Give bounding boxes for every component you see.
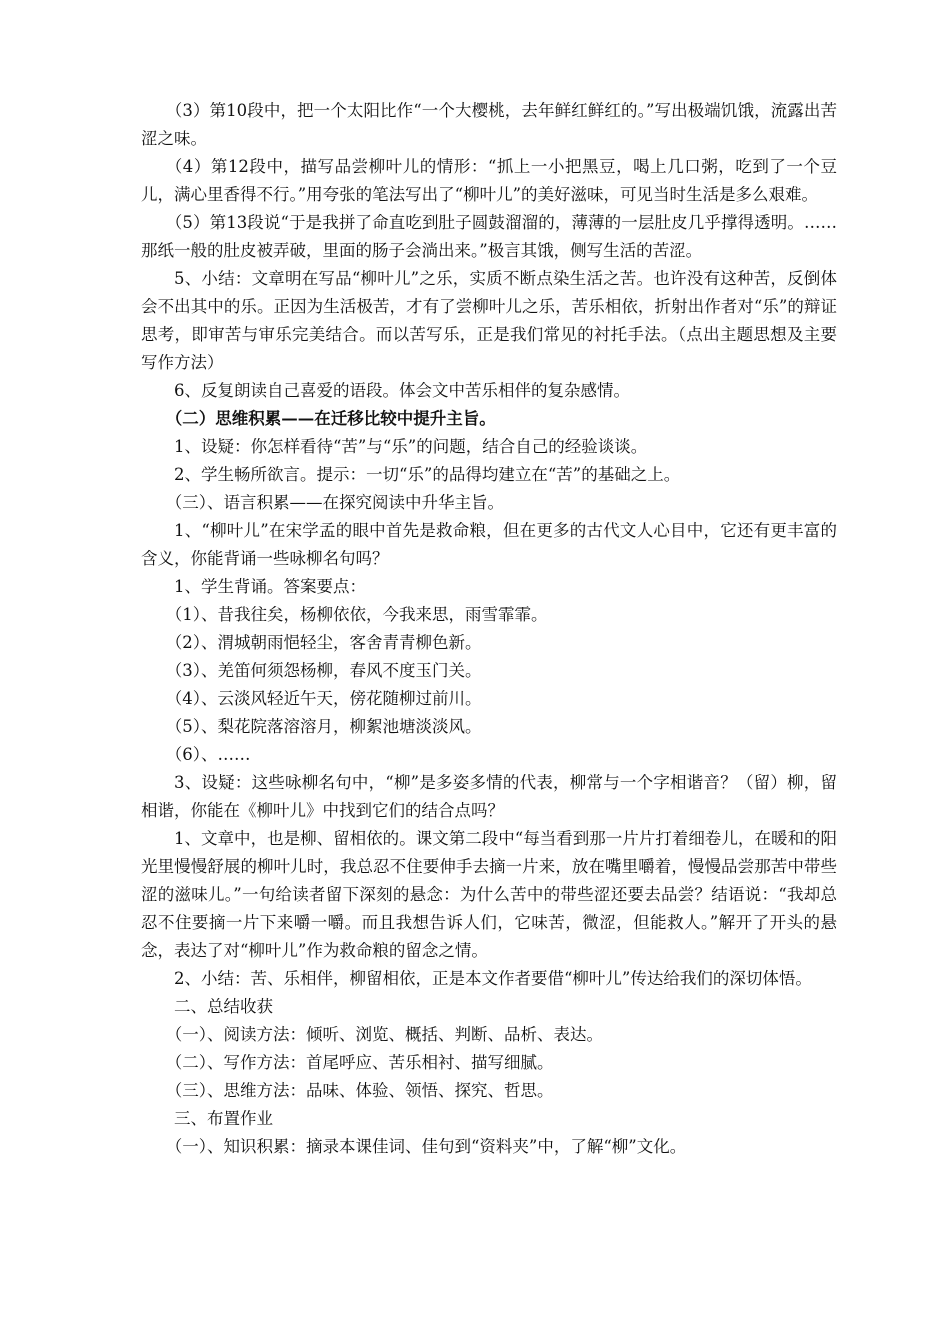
- paragraph-summary-5: 5、小结：文章明在写品“柳叶儿”之乐，实质不断点染生活之苦。也许没有这种苦，反倒体会不出其中的乐。正因为生活极苦，才有了尝柳叶儿之乐，苦乐相依，折射出作者对“乐”的辩证思考，即审苦与审乐完美结合。而以苦写乐，正是我们常见的衬托手法。（点出主题思想及主要写作方法）: [141, 269, 837, 372]
- summary-item-reading: （一）、阅读方法：倾听、浏览、概括、判断、品析、表达。: [165, 1025, 603, 1044]
- paragraph-language-1: 1、“柳叶儿”在宋学孟的眼中首先是救命粮，但在更多的古代文人心目中，它还有更丰富的含义，你能背诵一些咏柳名句吗？: [141, 521, 837, 568]
- answer-item-3: （3）、羌笛何须怨杨柳，春风不度玉门关。: [165, 661, 482, 680]
- paragraph-point-3: （3）第10段中，把一个太阳比作“一个大樱桃，去年鲜红鲜红的。”写出极端饥饿，流露出苦涩之味。: [141, 101, 837, 148]
- section-heading-summary: 二、总结收获: [174, 997, 273, 1016]
- answer-item-2: （2）、渭城朝雨悒轻尘，客舍青青柳色新。: [165, 633, 482, 652]
- paragraph-analysis: 1、文章中，也是柳、留相依的。课文第二段中“每当看到那一片片打着细卷儿，在暖和的阳光里慢慢舒展的柳叶儿时，我总忍不住要伸手去摘一片来，放在嘴里嚼着，慢慢品尝那苦中带些涩的滋味儿。”一句给读者留下深刻的悬念：为什么苦中的带些涩还要去品尝？结语说：“我却总忍不住要摘一片下来嚼一嚼。而且我想告诉人们，它味苦，微涩，但能救人。”解开了开头的悬念，表达了对“柳叶儿”作为救命粮的留念之情。: [141, 829, 837, 960]
- summary-item-writing: （二）、写作方法：首尾呼应、苦乐相衬、描写细腻。: [165, 1053, 554, 1072]
- document-body: [141, 97, 837, 1161]
- answer-item-1: （1）、昔我往矣，杨柳依依，今我来思，雨雪霏霏。: [165, 605, 548, 624]
- paragraph-recite: 1、学生背诵。答案要点：: [174, 577, 366, 596]
- paragraph-point-5: （5）第13段说“于是我拼了命直吃到肚子圆鼓溜溜的，薄薄的一层肚皮几乎撑得透明。……那纸一般的肚皮被弄破，里面的肠子会淌出来。”极言其饿，侧写生活的苦涩。: [141, 213, 837, 260]
- paragraph-point-4: （4）第12段中，描写品尝柳叶儿的情形：“抓上一小把黑豆，喝上几口粥，吃到了一个豆儿，满心里香得不行。”用夸张的笔法写出了“柳叶儿”的美好滋味，可见当时生活是多么艰难。: [141, 157, 837, 204]
- answer-item-4: （4）、云淡风轻近午天，傍花随柳过前川。: [165, 689, 482, 708]
- paragraph-conclusion: 2、小结：苦、乐相伴，柳留相依，正是本文作者要借“柳叶儿”传达给我们的深切体悟。: [174, 969, 812, 988]
- answer-item-5: （5）、梨花院落溶溶月，柳絮池塘淡淡风。: [165, 717, 482, 736]
- homework-item-1: （一）、知识积累：摘录本课佳词、佳句到“资料夹”中，了解“柳”文化。: [165, 1137, 687, 1156]
- paragraph-read-aloud: 6、反复朗读自己喜爱的语段。体会文中苦乐相伴的复杂感情。: [174, 381, 630, 400]
- section-heading-homework: 三、布置作业: [174, 1109, 273, 1128]
- section-heading-language: （三）、语言积累——在探究阅读中升华主旨。: [165, 493, 504, 512]
- section-heading-thinking: （二）思维积累——在迁移比较中提升主旨。: [165, 409, 496, 428]
- paragraph-question-3: 3、设疑：这些咏柳名句中，“柳”是多姿多情的代表，柳常与一个字相谐音？（留）柳，留相谐，你能在《柳叶儿》中找到它们的结合点吗？: [141, 773, 837, 820]
- summary-item-thinking: （三）、思维方法：品味、体验、领悟、探究、哲思。: [165, 1081, 554, 1100]
- paragraph-question-2: 2、学生畅所欲言。提示：一切“乐”的品得均建立在“苦”的基础之上。: [174, 465, 681, 484]
- paragraph-question-1: 1、设疑：你怎样看待“苦”与“乐”的问题，结合自己的经验谈谈。: [174, 437, 648, 456]
- answer-item-6: （6）、……: [165, 745, 251, 764]
